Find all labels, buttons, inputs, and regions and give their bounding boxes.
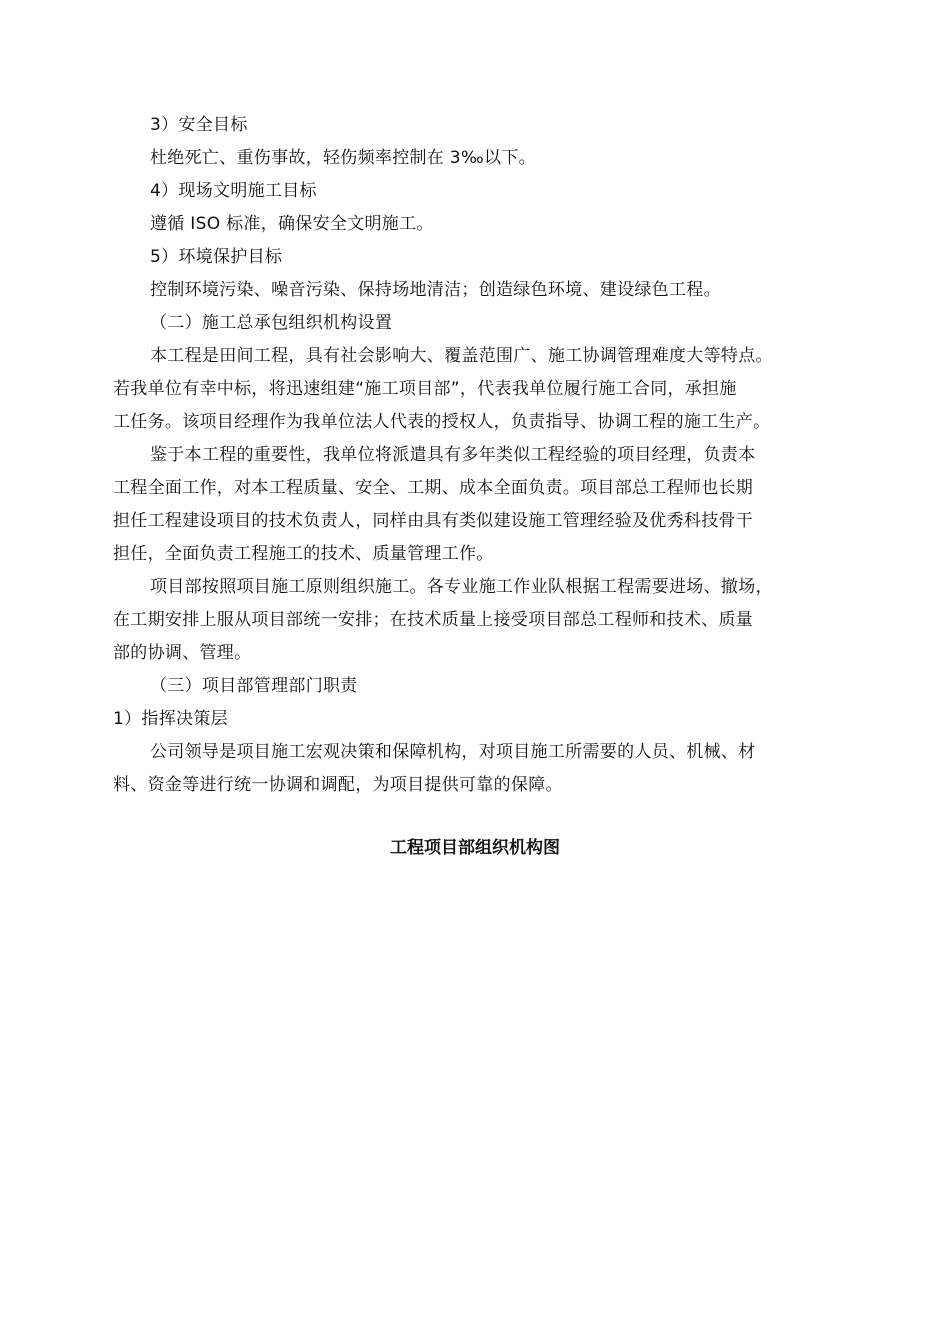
heading-safety-goal: 3）安全目标 <box>150 115 248 135</box>
paragraph-line: 工程全面工作，对本工程质量、安全、工期、成本全面负责。项目部总工程师也长期 <box>113 478 754 498</box>
org-chart-title: 工程项目部组织机构图 <box>390 838 560 858</box>
heading-civilized-construction-goal: 4）现场文明施工目标 <box>150 181 317 201</box>
heading-environment-goal: 5）环境保护目标 <box>150 247 283 267</box>
paragraph-line: 鉴于本工程的重要性，我单位将派遣具有多年类似工程经验的项目经理，负责本 <box>150 445 756 465</box>
text-safety-goal: 杜绝死亡、重伤事故，轻伤频率控制在 3‰以下。 <box>150 148 536 168</box>
section-heading-two: （二）施工总承包组织机构设置 <box>150 313 393 333</box>
section-heading-three: （三）项目部管理部门职责 <box>150 676 358 696</box>
paragraph-line: 工任务。该项目经理作为我单位法人代表的授权人，负责指导、协调工程的施工生产。 <box>113 412 771 432</box>
paragraph-line: 公司领导是项目施工宏观决策和保障机构，对项目施工所需要的人员、机械、材 <box>150 742 756 762</box>
paragraph-line: 本工程是田间工程，具有社会影响大、覆盖范围广、施工协调管理难度大等特点。 <box>150 346 773 366</box>
paragraph-line: 担任，全面负责工程施工的技术、质量管理工作。 <box>113 544 494 564</box>
paragraph-line: 担任工程建设项目的技术负责人，同样由具有类似建设施工管理经验及优秀科技骨干 <box>113 511 754 531</box>
paragraph-line: 项目部按照项目施工原则组织施工。各专业施工作业队根据工程需要进场、撤场， <box>150 577 773 597</box>
text-civilized-construction-goal: 遵循 ISO 标准，确保安全文明施工。 <box>150 214 434 234</box>
paragraph-line: 在工期安排上服从项目部统一安排；在技术质量上接受项目部总工程师和技术、质量 <box>113 610 754 630</box>
paragraph-line: 若我单位有幸中标，将迅速组建“施工项目部”，代表我单位履行施工合同，承担施 <box>113 379 737 399</box>
heading-command-layer: 1）指挥决策层 <box>113 709 228 729</box>
paragraph-line: 料、资金等进行统一协调和调配，为项目提供可靠的保障。 <box>113 775 563 795</box>
text-environment-goal: 控制环境污染、噪音污染、保持场地清洁；创造绿色环境、建设绿色工程。 <box>150 280 721 300</box>
paragraph-line: 部的协调、管理。 <box>113 643 252 663</box>
